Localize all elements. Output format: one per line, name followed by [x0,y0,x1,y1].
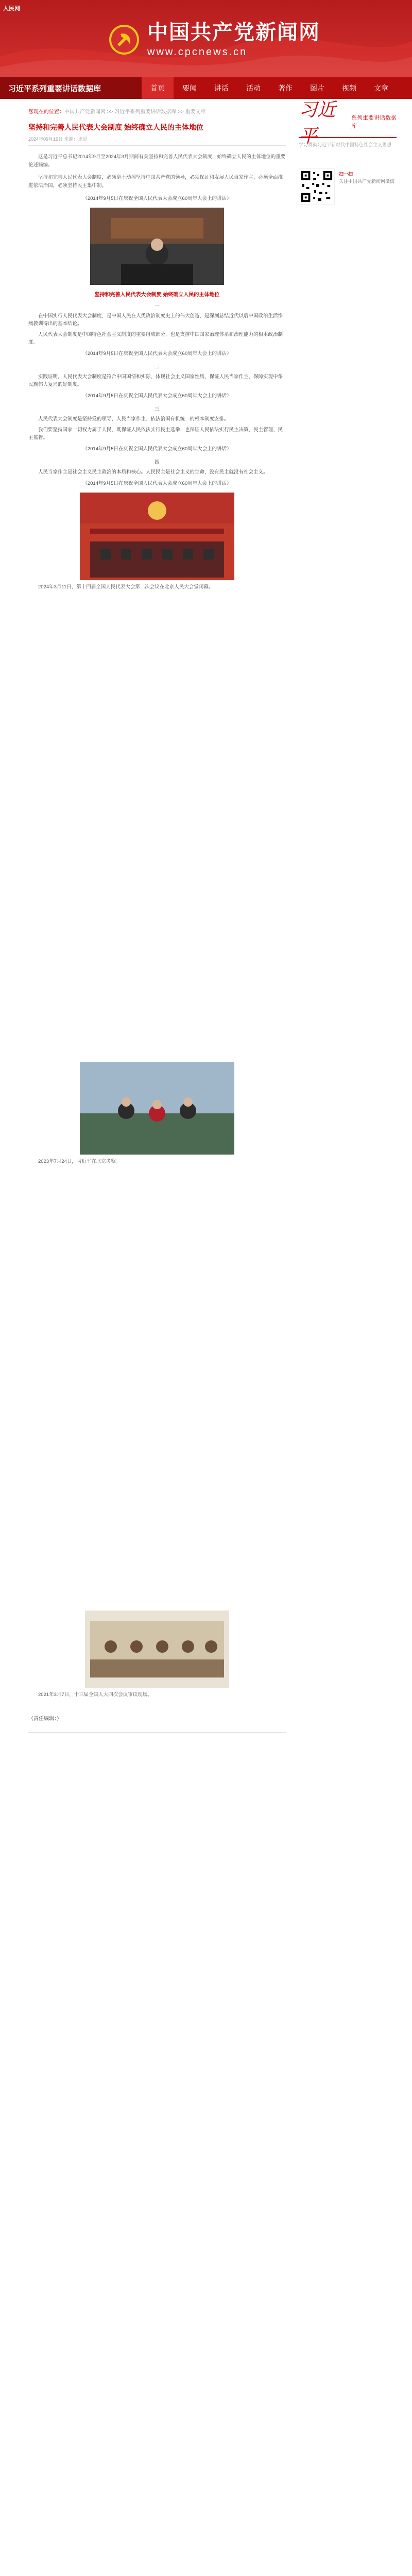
article-column [28,107,286,1733]
section-paragraph: 在中国实行人民代表大会制度，是中国人民在人类政治制度史上的伟大创造，是深刻总结近代以后中国政治生活惨痛教训得出的基本结论。 [28,313,283,327]
sidebar [299,99,397,205]
qr-caption [339,168,394,205]
article-summary: 这是习近平总书记2014年9月至2024年3月期间有关坚持和完善人民代表大会制度，始终确立人民的主体地位的重要论述摘编。 [28,154,286,168]
nav-item-2[interactable]: 讲话 [214,84,229,92]
section-number: 二 [154,364,160,370]
source-line: （2014年9月5日在庆祝全国人民代表大会成立60周年大会上的讲话） [82,446,232,452]
sidebar-subtitle: 学习贯彻习近平新时代中国特色社会主义思想 [299,142,392,147]
section-number: 四 [154,460,160,465]
main-nav [0,77,412,99]
qr-description: 关注中国共产党新闻网微信 [339,179,395,184]
party-emblem-icon [108,24,140,56]
database-logo-sub: 系列重要讲话数据库 [351,115,397,129]
nav-item-4[interactable]: 著作 [278,84,293,92]
photo-caption: 2024年3月11日，第十四届全国人民代表大会第二次会议在北京人民大会堂闭幕。 [38,584,214,590]
article-photo-2 [80,493,234,580]
database-logo-text: 习近平 [299,99,336,147]
nav-database-title[interactable]: 习近平系列重要讲话数据库 [0,77,142,99]
article-photo-3 [80,1062,234,1155]
qr-title: 扫一扫 [339,172,353,177]
people-logo[interactable]: 人民网 [3,6,20,12]
article-photo-4 [85,1611,229,1688]
editor-line: （责任编辑：） [28,1716,62,1722]
section-paragraph: 人民代表大会制度是坚持党的领导、人民当家作主、依法治国有机统一的根本制度安排。 [38,416,229,422]
section-paragraph: 人民当家作主是社会主义民主政治的本质和核心。人民民主是社会主义的生命，没有民主就没有社会主义。 [38,469,268,475]
section-number: 三 [154,406,160,412]
article-photo-1 [90,208,224,285]
breadcrumb-link[interactable]: 中国共产党新闻网 >> 习近平系列重要讲话数据库 >> 重要文章 [64,109,206,115]
nav-item-5[interactable]: 图片 [310,84,324,92]
article-summary: 坚持和完善人民代表大会制度，必须毫不动摇坚持中国共产党的领导，必须保证和发展人民当家作主，必须全面推进依法治国，必须坚持民主集中制。 [28,175,283,189]
source-line: （2014年9月5日在庆祝全国人民代表大会成立60周年大会上的讲话） [82,481,232,486]
nav-item-6[interactable]: 视频 [342,84,356,92]
nav-item-3[interactable]: 活动 [246,84,261,92]
site-domain: www.cpcnews.cn [147,46,248,58]
site-header [0,0,412,77]
article-sections [28,302,286,486]
article-meta: 2024年09月16日 来源：求是 [28,137,88,142]
source-line: （2014年9月5日在庆祝全国人民代表大会成立60周年大会上的讲话） [82,196,232,201]
spacer [28,1171,286,1608]
breadcrumb: 您现在的位置：中国共产党新闻网 >> 习近平系列重要讲话数据库 >> 重要文章 [28,109,206,115]
section-paragraph: 我们要坚持国家一切权力属于人民，既保证人民依法实行民主选举，也保证人民依法实行民主决策、民主管理、民主监督。 [28,427,283,440]
section-number: 一 [154,303,160,309]
divider [28,1732,286,1733]
section-paragraph: 实践证明，人民代表大会制度是符合中国国情和实际、体现社会主义国家性质、保证人民当家作主、保障实现中华民族伟大复兴的好制度。 [28,374,283,387]
article-title: 坚持和完善人民代表大会制度 始终确立人民的主体地位 [28,123,203,131]
photo-caption: 2021年3月7日，十三届全国人大四次会议审议现场。 [38,1692,152,1698]
nav-items [142,77,397,99]
section-paragraph: 人民代表大会制度是中国特色社会主义制度的重要组成部分，也是支撑中国国家治理体系和治理能力的根本政治制度。 [28,332,283,345]
site-logo[interactable] [108,21,320,58]
source-line: （2014年9月5日在庆祝全国人民代表大会成立60周年大会上的讲话） [82,393,232,399]
photo-caption: 2023年7月24日，习近平在北京考察。 [38,1159,121,1164]
qr-code-icon [299,168,335,205]
qr-section [299,168,397,205]
source-line: （2014年9月5日在庆祝全国人民代表大会成立60周年大会上的讲话） [82,351,232,357]
divider [28,145,286,146]
nav-item-7[interactable]: 文章 [374,84,388,92]
nav-item-1[interactable]: 要闻 [182,84,197,92]
nav-item-0[interactable]: 首页 [142,77,174,99]
spacer [28,596,286,1060]
article-subtitle: 坚持和完善人民代表大会制度 始终确立人民的主体地位 [94,292,220,298]
site-name: 中国共产党新闻网 [147,21,320,44]
